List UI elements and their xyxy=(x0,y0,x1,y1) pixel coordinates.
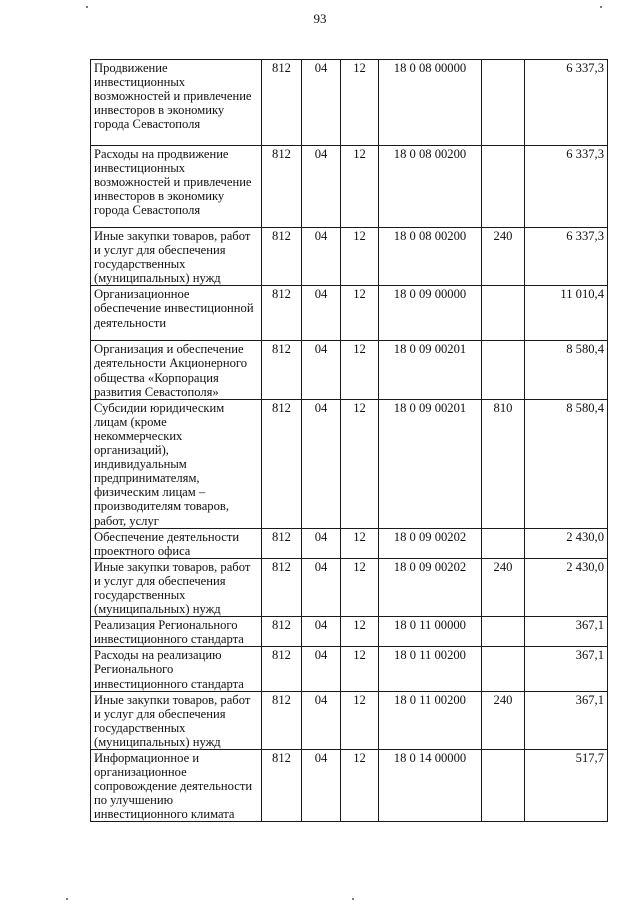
row-name-cell: Иные закупки товаров, работ и услуг для обеспечения государственных (муниципальных) нужд xyxy=(91,228,262,286)
row-name-cell: Расходы на реализацию Регионального инвестиционного стандарта xyxy=(91,647,262,691)
subsection-code-cell: 12 xyxy=(341,286,379,341)
row-name-cell: Продвижение инвестиционных возможностей и привлечение инвесторов в экономику города Севастополя xyxy=(91,60,262,146)
subsection-code-cell: 12 xyxy=(341,617,379,647)
expense-type-cell xyxy=(482,647,525,691)
amount-cell: 2 430,0 xyxy=(525,558,608,616)
amount-cell: 367,1 xyxy=(525,617,608,647)
grbs-code-cell: 812 xyxy=(262,617,302,647)
amount-cell: 367,1 xyxy=(525,691,608,749)
grbs-code-cell: 812 xyxy=(262,399,302,528)
amount-cell: 6 337,3 xyxy=(525,146,608,228)
expense-type-cell: 240 xyxy=(482,228,525,286)
amount-cell: 6 337,3 xyxy=(525,60,608,146)
subsection-code-cell: 12 xyxy=(341,60,379,146)
target-article-cell: 18 0 09 00201 xyxy=(379,341,482,399)
table-row xyxy=(91,558,608,616)
amount-cell: 517,7 xyxy=(525,750,608,822)
row-name-cell: Организационное обеспечение инвестиционной деятельности xyxy=(91,286,262,341)
table-row xyxy=(91,647,608,691)
section-code-cell: 04 xyxy=(302,528,341,558)
subsection-code-cell: 12 xyxy=(341,528,379,558)
table-body xyxy=(91,60,608,822)
section-code-cell: 04 xyxy=(302,750,341,822)
grbs-code-cell: 812 xyxy=(262,228,302,286)
section-code-cell: 04 xyxy=(302,341,341,399)
expense-type-cell: 810 xyxy=(482,399,525,528)
grbs-code-cell: 812 xyxy=(262,558,302,616)
expense-type-cell xyxy=(482,528,525,558)
row-name-cell: Реализация Регионального инвестиционного стандарта xyxy=(91,617,262,647)
amount-cell: 2 430,0 xyxy=(525,528,608,558)
subsection-code-cell: 12 xyxy=(341,647,379,691)
section-code-cell: 04 xyxy=(302,647,341,691)
table-row xyxy=(91,228,608,286)
table-row xyxy=(91,691,608,749)
target-article-cell: 18 0 11 00200 xyxy=(379,647,482,691)
grbs-code-cell: 812 xyxy=(262,60,302,146)
expense-type-cell xyxy=(482,146,525,228)
table-row xyxy=(91,399,608,528)
section-code-cell: 04 xyxy=(302,286,341,341)
section-code-cell: 04 xyxy=(302,617,341,647)
table-row xyxy=(91,750,608,822)
row-name-cell: Иные закупки товаров, работ и услуг для обеспечения государственных (муниципальных) нужд xyxy=(91,691,262,749)
row-name-cell: Расходы на продвижение инвестиционных возможностей и привлечение инвесторов в экономику города Севастополя xyxy=(91,146,262,228)
expense-type-cell xyxy=(482,286,525,341)
grbs-code-cell: 812 xyxy=(262,691,302,749)
subsection-code-cell: 12 xyxy=(341,399,379,528)
target-article-cell: 18 0 09 00000 xyxy=(379,286,482,341)
table-row xyxy=(91,286,608,341)
amount-cell: 8 580,4 xyxy=(525,341,608,399)
target-article-cell: 18 0 08 00200 xyxy=(379,228,482,286)
subsection-code-cell: 12 xyxy=(341,228,379,286)
target-article-cell: 18 0 11 00200 xyxy=(379,691,482,749)
expense-type-cell: 240 xyxy=(482,558,525,616)
subsection-code-cell: 12 xyxy=(341,146,379,228)
row-name-cell: Субсидии юридическим лицам (кроме некоммерческих организаций), индивидуальным предпринимателям, физическим лицам – производителям товаров, работ, услуг xyxy=(91,399,262,528)
scan-speck xyxy=(600,6,602,8)
target-article-cell: 18 0 09 00202 xyxy=(379,558,482,616)
target-article-cell: 18 0 09 00202 xyxy=(379,528,482,558)
section-code-cell: 04 xyxy=(302,60,341,146)
subsection-code-cell: 12 xyxy=(341,558,379,616)
subsection-code-cell: 12 xyxy=(341,750,379,822)
grbs-code-cell: 812 xyxy=(262,750,302,822)
section-code-cell: 04 xyxy=(302,691,341,749)
target-article-cell: 18 0 08 00000 xyxy=(379,60,482,146)
row-name-cell: Иные закупки товаров, работ и услуг для обеспечения государственных (муниципальных) нужд xyxy=(91,558,262,616)
amount-cell: 8 580,4 xyxy=(525,399,608,528)
target-article-cell: 18 0 08 00200 xyxy=(379,146,482,228)
table-row xyxy=(91,341,608,399)
target-article-cell: 18 0 14 00000 xyxy=(379,750,482,822)
table-row xyxy=(91,146,608,228)
scan-speck xyxy=(86,6,88,8)
scan-speck xyxy=(66,898,68,900)
expense-type-cell: 240 xyxy=(482,691,525,749)
table-row xyxy=(91,617,608,647)
expense-type-cell xyxy=(482,617,525,647)
expense-type-cell xyxy=(482,750,525,822)
target-article-cell: 18 0 09 00201 xyxy=(379,399,482,528)
grbs-code-cell: 812 xyxy=(262,528,302,558)
subsection-code-cell: 12 xyxy=(341,341,379,399)
grbs-code-cell: 812 xyxy=(262,146,302,228)
grbs-code-cell: 812 xyxy=(262,286,302,341)
section-code-cell: 04 xyxy=(302,399,341,528)
subsection-code-cell: 12 xyxy=(341,691,379,749)
expense-type-cell xyxy=(482,341,525,399)
grbs-code-cell: 812 xyxy=(262,341,302,399)
section-code-cell: 04 xyxy=(302,558,341,616)
table-row xyxy=(91,60,608,146)
table-row xyxy=(91,528,608,558)
amount-cell: 367,1 xyxy=(525,647,608,691)
grbs-code-cell: 812 xyxy=(262,647,302,691)
section-code-cell: 04 xyxy=(302,146,341,228)
target-article-cell: 18 0 11 00000 xyxy=(379,617,482,647)
expense-type-cell xyxy=(482,60,525,146)
row-name-cell: Обеспечение деятельности проектного офиса xyxy=(91,528,262,558)
budget-table xyxy=(90,59,608,822)
scan-speck xyxy=(352,898,354,900)
amount-cell: 11 010,4 xyxy=(525,286,608,341)
section-code-cell: 04 xyxy=(302,228,341,286)
row-name-cell: Организация и обеспечение деятельности Акционерного общества «Корпорация развития Севастополя» xyxy=(91,341,262,399)
amount-cell: 6 337,3 xyxy=(525,228,608,286)
page-number: 93 xyxy=(313,11,327,26)
row-name-cell: Информационное и организационное сопровождение деятельности по улучшению инвестиционного климата xyxy=(91,750,262,822)
